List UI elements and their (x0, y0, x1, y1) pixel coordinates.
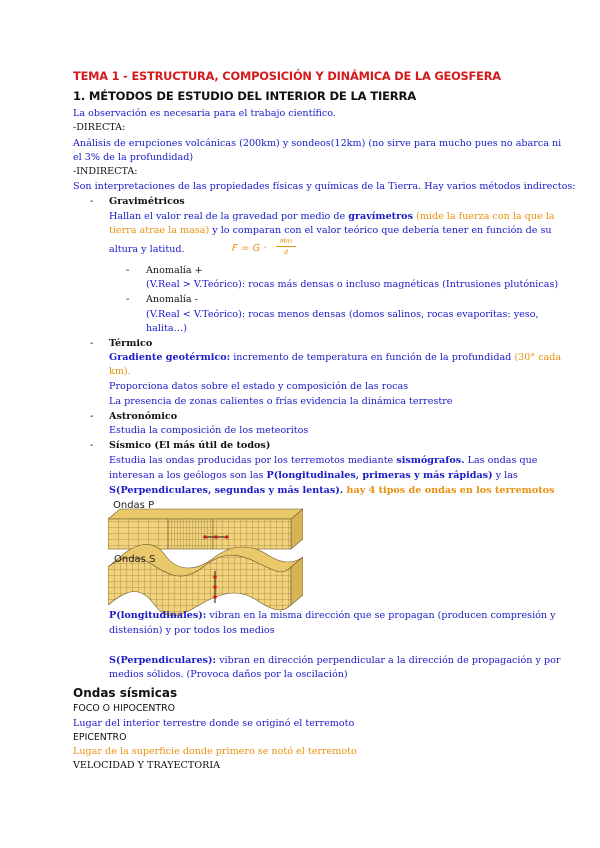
bullet-dash: - (126, 265, 130, 276)
astronomico-line-1: Estudia la composición de los meteoritos (109, 425, 309, 436)
foco-text: Lugar del interior terrestre donde se originó el terremoto (73, 718, 355, 729)
section-heading: 1. MÉTODOS DE ESTUDIO DEL INTERIOR DE LA TIERRA (73, 89, 417, 103)
p-desc-term: P(longitudinales): (109, 610, 207, 621)
text-run: Hallan el valor real de la gravedad por medio de (109, 211, 349, 222)
formula-numerator: Mm (280, 237, 292, 245)
text-run: vibran en la misma dirección que se propagan (producen compresión y (206, 610, 556, 621)
formula-lhs: F = G · (232, 243, 267, 254)
bullet-dash: - (90, 411, 94, 422)
gravimetricos-line-3: altura y latitud. (109, 244, 185, 255)
gravimetricos-line-2 (109, 225, 552, 237)
indirecta-text: Son interpretaciones de las propiedades físicas y químicas de la Tierra. Hay varios métodos indirectos: (73, 181, 576, 192)
anomalia-pos-text: (V.Real > V.Teórico): rocas más densas o incluso magnéticas (Intrusiones plutónicas) (146, 279, 559, 290)
p-particle (214, 535, 218, 539)
s-desc-term: S(Perpendiculares): (109, 655, 217, 666)
epicentro-text: Lugar de la superficie donde primero se notó el terremoto (73, 746, 357, 757)
gravimetricos-line-1 (109, 211, 555, 223)
bullet-dash: - (90, 196, 94, 207)
s-particle (213, 595, 217, 599)
text-run: (30° cada (514, 352, 562, 363)
p-block-rarefaction (108, 519, 168, 549)
termico-line-2: km). (109, 366, 131, 377)
termico-line-4: La presencia de zonas calientes o frías evidencia la dinámica terrestre (109, 396, 453, 407)
ondas-sismicas-heading: Ondas sísmicas (73, 686, 178, 700)
text-run: interesan a los geólogos son las (109, 470, 267, 481)
directa-text-1: Análisis de erupciones volcánicas (200km) y sondeos(12km) (no sirve para mucho pues no abarca ni (73, 138, 562, 149)
text-run: hay 4 tipos de ondas en los terremotos (343, 485, 555, 496)
s-particle (213, 585, 217, 589)
velocidad-label: VELOCIDAD Y TRAYECTORIA (73, 760, 221, 771)
text-run: (mide la fuerza con la que la (412, 211, 555, 222)
seismic-waves-figure (108, 497, 303, 619)
gradiente-term: Gradiente geotérmico: (109, 352, 231, 363)
gravimetros-term: gravímetros (348, 211, 413, 222)
formula-denominator: d (283, 248, 289, 256)
sismico-label: Sísmico (El más útil de todos) (109, 440, 271, 451)
p-description-line-1 (109, 610, 556, 622)
termico-label: Térmico (109, 338, 153, 349)
bullet-dash: - (90, 338, 94, 349)
termico-line-1 (109, 352, 561, 364)
bullet-dash: - (126, 294, 130, 305)
gravity-formula (232, 243, 267, 255)
termico-line-3: Proporciona datos sobre el estado y composición de las rocas (109, 381, 409, 392)
s-description-line-2: medios sólidos. (Provoca daños por la oscilación) (109, 669, 348, 680)
p-wave-block (108, 509, 303, 549)
foco-label: FOCO O HIPOCENTRO (73, 703, 175, 714)
sismografos-term: sismógrafos. (396, 455, 465, 466)
indirecta-label: -INDIRECTA: (73, 166, 138, 177)
s-wave-label: Ondas S (114, 554, 156, 565)
ondas-s-term: S(Perpendiculares, segundas y más lentas). (109, 485, 344, 496)
sismico-line-1 (109, 455, 537, 467)
p-block-normal (213, 519, 291, 549)
s-description-line-1 (109, 655, 560, 667)
p-wave-label: Ondas P (113, 500, 155, 511)
text-run: Estudia las ondas producidas por los terremotos mediante (109, 455, 397, 466)
text-run: y lo comparan con el valor teórico que debería tener en función de su (209, 225, 552, 236)
text-run: y las (492, 470, 518, 481)
document-title: TEMA 1 - ESTRUCTURA, COMPOSICIÓN Y DINÁMICA DE LA GEOSFERA (73, 69, 501, 83)
anomalia-neg-text-2: halita…) (146, 323, 187, 334)
sismico-line-2 (109, 470, 518, 482)
p-block-compression (168, 519, 213, 549)
intro-text: La observación es necesaria para el trabajo científico. (73, 108, 336, 119)
anomalia-neg-label: Anomalía - (146, 294, 198, 305)
p-description-line-2: distensión) y por todos los medios (109, 625, 275, 636)
p-particle (225, 535, 229, 539)
bullet-dash: - (90, 440, 94, 451)
p-particle (203, 535, 207, 539)
anomalia-neg-text-1: (V.Real < V.Teórico): rocas menos densas (domos salinos, rocas evaporitas: yeso, (146, 309, 539, 320)
text-run: Las ondas que (464, 455, 538, 466)
text-run: vibran en dirección perpendicular a la dirección de propagación y por (216, 655, 561, 666)
astronomico-label: Astronómico (109, 411, 178, 422)
s-particle (213, 575, 217, 579)
directa-text-2: el 3% de la profundidad) (73, 152, 194, 163)
directa-label: -DIRECTA: (73, 122, 126, 133)
epicentro-label: EPICENTRO (73, 732, 127, 743)
ondas-p-term: P(longitudinales, primeras y más rápidas) (266, 470, 493, 481)
sismico-line-3 (109, 485, 554, 497)
text-run: tierra atrae la masa) (109, 225, 210, 236)
anomalia-pos-label: Anomalía + (146, 265, 203, 276)
gravimetricos-label: Gravimétricos (109, 196, 185, 207)
text-run: incremento de temperatura en función de la profundidad (230, 352, 515, 363)
formula-fraction-bar (276, 246, 296, 247)
